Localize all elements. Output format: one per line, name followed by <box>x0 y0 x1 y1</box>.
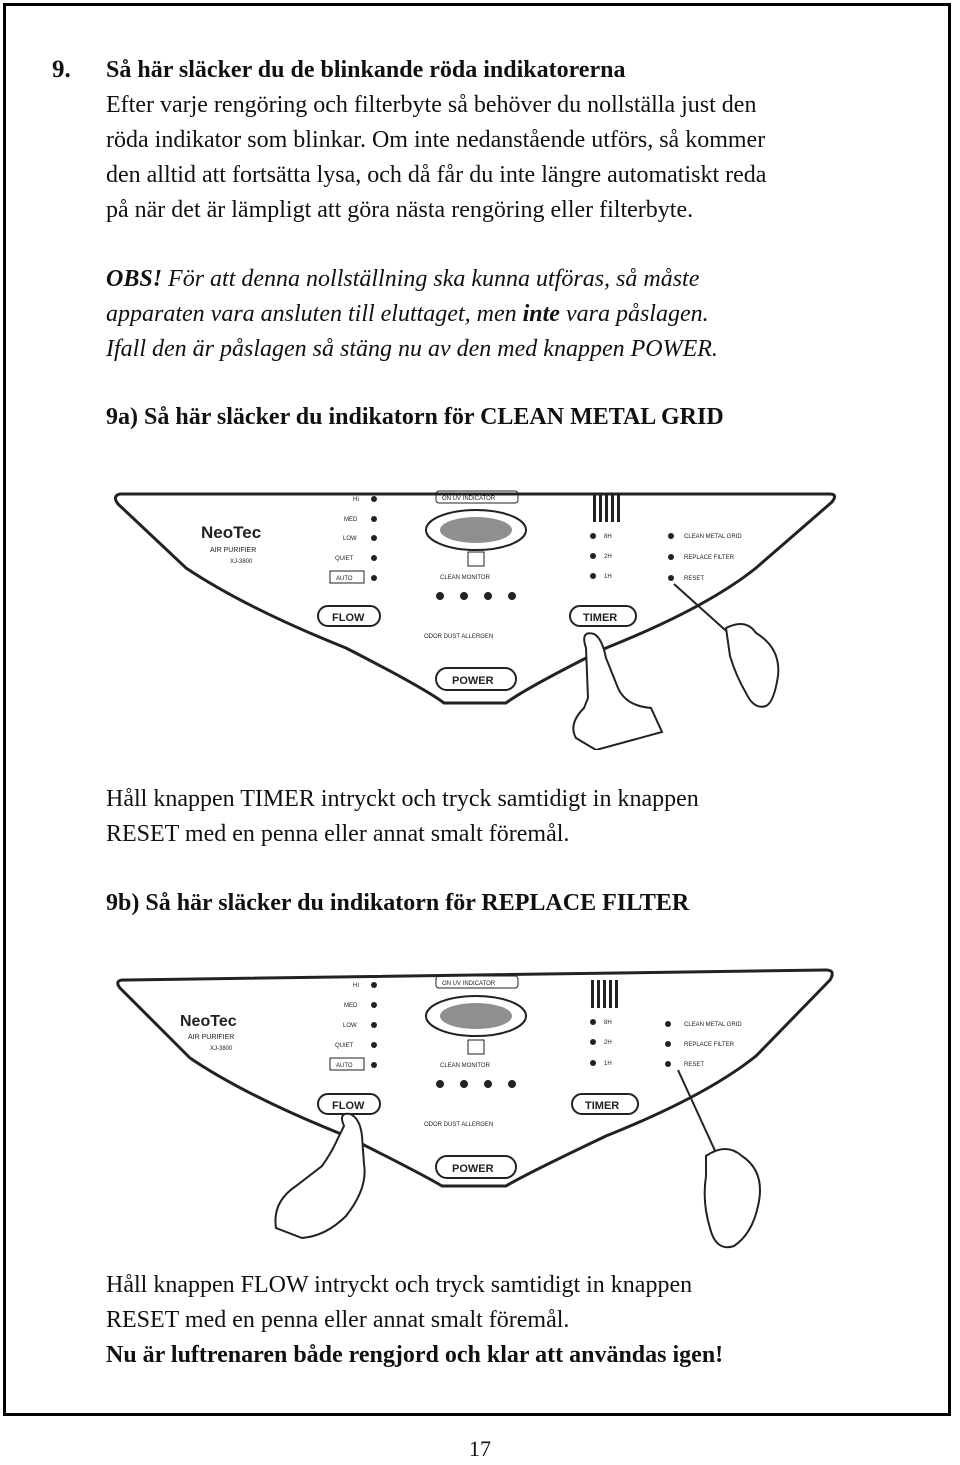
svg-text:LOW: LOW <box>343 1023 357 1029</box>
svg-text:QUIET: QUIET <box>335 556 354 562</box>
svg-text:MED: MED <box>344 517 358 523</box>
hand-holding-pen-illustration <box>726 624 778 707</box>
svg-text:ON UV INDICATOR: ON UV INDICATOR <box>442 981 496 987</box>
svg-text:TIMER: TIMER <box>583 612 618 624</box>
step-a-caption-line-1: Håll knappen TIMER intryckt och tryck samtidigt in knappen <box>106 786 699 812</box>
hand-holding-pen-illustration-b <box>705 1149 760 1247</box>
svg-text:HI: HI <box>353 497 359 503</box>
svg-text:CLEAN MONITOR: CLEAN MONITOR <box>440 1063 490 1069</box>
step-b-caption-line-1: Håll knappen FLOW intryckt och tryck samtidigt in knappen <box>106 1272 693 1298</box>
intro-line-1: Efter varje rengöring och filterbyte så behöver du nollställa just den <box>106 92 757 118</box>
svg-text:LOW: LOW <box>343 536 357 542</box>
note-emphasis: inte <box>522 301 560 327</box>
svg-text:QUIET: QUIET <box>335 1043 354 1049</box>
svg-text:2H: 2H <box>604 1040 612 1046</box>
clean-monitor-label: CLEAN MONITOR <box>440 575 490 581</box>
svg-text:8H: 8H <box>604 1020 612 1026</box>
step-a-heading: 9a) Så här släcker du indikatorn för CLEAN METAL GRID <box>106 404 724 430</box>
svg-text:1H: 1H <box>604 1061 612 1067</box>
svg-text:RESET: RESET <box>684 576 705 582</box>
svg-text:CLEAN METAL GRID: CLEAN METAL GRID <box>684 1022 742 1028</box>
sensors-label: ODOR DUST ALLERGEN <box>424 634 494 640</box>
model-label: XJ-3800 <box>230 559 253 565</box>
product-label: AIR PURIFIER <box>210 547 257 554</box>
svg-text:1H: 1H <box>604 574 612 580</box>
obs-label: OBS! <box>106 266 163 292</box>
svg-text:TIMER: TIMER <box>585 1100 620 1112</box>
intro-line-2: röda indikator som blinkar. Om inte nedanstående utförs, så kommer <box>106 127 766 153</box>
intro-line-4: på när det är lämpligt att göra nästa rengöring eller filterbyte. <box>106 197 694 223</box>
svg-text:AUTO: AUTO <box>336 576 353 582</box>
svg-text:RESET: RESET <box>684 1062 705 1068</box>
svg-text:CLEAN METAL GRID: CLEAN METAL GRID <box>684 534 742 540</box>
svg-text:POWER: POWER <box>452 675 494 687</box>
control-panel-b <box>106 966 844 1264</box>
svg-text:XJ-3800: XJ-3800 <box>210 1046 233 1052</box>
hand-pressing-flow-illustration <box>275 1114 364 1238</box>
svg-text:2H: 2H <box>604 554 612 560</box>
uv-indicator-label: ON UV INDICATOR <box>442 496 496 502</box>
svg-text:REPLACE FILTER: REPLACE FILTER <box>684 1042 734 1048</box>
control-panel-a-drawing <box>106 488 844 750</box>
intro-line-3: den alltid att fortsätta lysa, och då får du inte längre automatiskt reda <box>106 162 767 188</box>
svg-text:ODOR DUST ALLERGEN: ODOR DUST ALLERGEN <box>424 1122 494 1128</box>
section-title: Så här släcker du de blinkande röda indikatorerna <box>106 57 626 83</box>
note-line-1: OBS! För att denna nollställning ska kunna utföras, så måste <box>106 266 700 292</box>
svg-text:POWER: POWER <box>452 1163 494 1175</box>
step-b-caption-line-2: RESET med en penna eller annat smalt föremål. <box>106 1307 570 1333</box>
note-line-2: apparaten vara ansluten till eluttaget, men inte vara påslagen. <box>106 301 709 327</box>
svg-text:AUTO: AUTO <box>336 1063 353 1069</box>
svg-text:HI: HI <box>353 983 359 989</box>
closing-statement: Nu är luftrenaren både rengjord och klar att användas igen! <box>106 1342 724 1368</box>
svg-text:FLOW: FLOW <box>332 612 365 624</box>
svg-text:REPLACE FILTER: REPLACE FILTER <box>684 555 734 561</box>
control-panel-b-drawing <box>106 966 844 1264</box>
svg-text:AIR PURIFIER: AIR PURIFIER <box>188 1034 235 1041</box>
step-b-heading: 9b) Så här släcker du indikatorn för REPLACE FILTER <box>106 890 690 916</box>
step-a-caption-line-2: RESET med en penna eller annat smalt föremål. <box>106 821 570 847</box>
svg-text:FLOW: FLOW <box>332 1100 365 1112</box>
pen-illustration <box>674 584 734 638</box>
control-panel-a <box>106 488 844 750</box>
brand-logo: NeoTec <box>201 523 262 542</box>
svg-text:8H: 8H <box>604 534 612 540</box>
svg-text:MED: MED <box>344 1003 358 1009</box>
page-number: 17 <box>469 1436 491 1461</box>
brand-logo-b: NeoTec <box>180 1013 237 1030</box>
hand-pressing-timer-illustration <box>573 633 662 750</box>
note-line-3: Ifall den är påslagen så stäng nu av den med knappen POWER. <box>106 336 718 362</box>
section-number: 9. <box>52 56 71 83</box>
